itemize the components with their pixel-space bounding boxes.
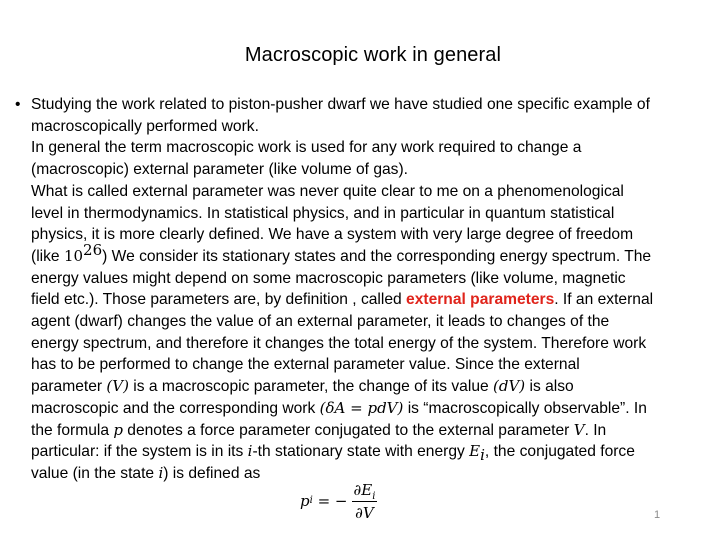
slide-body [15,94,695,485]
text-line: In general the term macroscopic work is used for any work required to change a [31,139,582,157]
math-inline: E [469,442,481,461]
display-formula: p i = − $\frac{\partial E_i}{\partial V}$ [300,480,376,522]
text-line: level in thermodynamics. In statistical physics, and in particular in quantum statistical [31,204,615,222]
page-number: 1 [654,509,661,521]
text-line: the formula p denotes a force parameter conjugated to the external parameter V. In [31,420,607,439]
math-inline: (δA = pdV) [319,398,404,417]
formula-lhs: p [300,492,310,510]
text-line: has to be performed to change the external parameter value. Since the external [31,356,580,374]
text-line: macroscopic and the corresponding work (δA = pdV) is “macroscopically observable”. In [31,398,647,417]
math-inline: i [247,442,253,461]
math-inline: p [113,420,123,439]
math-subscript: i [480,446,485,465]
text-line: physics, it is more clearly defined. We have a system with very large degree of freedom [31,226,634,244]
text-line: agent (dwarf) changes the value of an external parameter, it leads to changes of the [31,313,610,331]
text-line: particular: if the system is in its i-th stationary state with energy $E_i$, the conjugated force [31,442,635,465]
text-line: parameter (V) is a macroscopic parameter, the change of its value (dV) is also [31,377,574,396]
text-line: Studying the work related to piston-pusher dwarf we have studied one specific example of [31,96,650,113]
text-line: What is called external parameter was never quite clear to me on a phenomenological [31,182,624,200]
math-inline: (dV) [493,377,526,396]
bullet-icon: • [15,96,21,113]
text-line: (macroscopic) external parameter (like volume of gas). [31,161,408,179]
math-inline: i [158,463,164,482]
math-inline: (V) [106,377,129,396]
math-exponent: 26 [83,240,103,259]
formula-equals: = − [312,492,348,510]
text-line: energy spectrum, and therefore it changes the total energy of the system. Therefore work [31,334,647,352]
formula-fraction [352,481,378,522]
text-line: value (in the state i) is defined as [31,463,261,482]
text-line: macroscopically performed work. [31,117,259,135]
text-line: field etc.). Those parameters are, by definition , called external parameters. If an external [31,291,654,309]
formula-denominator: ∂V [355,503,374,522]
text-line: energy values might depend on some macroscopic parameters (like volume, magnetic [31,269,626,287]
math-inline: V [573,420,585,439]
math-number: 10 [63,246,84,265]
slide-title: Macroscopic work in general [244,44,502,66]
highlight-term: external parameters [406,291,555,309]
formula-numerator: $\partial E_i$ [353,480,376,502]
text-line: (like $10^{26}$) We consider its stationary states and the corresponding energy spectrum. The [31,240,652,265]
